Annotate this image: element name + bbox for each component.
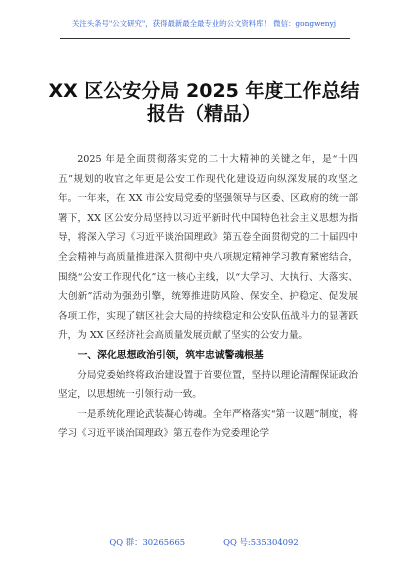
section-paragraph: 分局党委始终将政治建设置于首要位置，坚持以理论清醒保证政治坚定，以思想统一引领行动一致。 [58, 369, 358, 401]
title-line-1: XX 区公安分局 2025 年度工作总结 [48, 80, 360, 102]
title-line-2: 报告（精品） [146, 103, 261, 125]
section-heading: 一、深化思想政治引领，筑牢忠诚警魂根基 [77, 349, 264, 361]
document-body [58, 150, 358, 444]
intro-paragraph: 2025 年是全面贯彻落实党的二十大精神的关键之年，是“十四五”规划的收官之年更是公安工作现代化建设迈向纵深发展的攻坚之年。一年来，在 XX 市公安局党委的坚强领导与区委、区政府的统一部署下，XX 区公安分局坚持以习近平新时代中国特色社会主义思想为指导，将深入学习《习近平谈治国理政》第五卷全面贯彻党的二十届四中全会精神与高质量推进深入贯彻中央八项规定精神学习教育紧密结合，围绕“公安工作现代化”这一核心主线，以“大学习、大执行、大落实、大创新”活动为强劲引擎，统筹推进防风险、保安全、护稳定、促发展各项工作，实现了辖区社会大局的持续稳定和公安队伍战斗力的显著跃升，为 XX 区经济社会高质量发展贡献了坚实的公安力量。 [58, 154, 358, 342]
footer-contact [0, 536, 408, 548]
section-paragraph: 一是系统化理论武装凝心铸魂。全年严格落实“第一议题”制度，将学习《习近平谈治国理政》第五卷作为党委理论学 [58, 408, 358, 440]
footer-qq-number: QQ 号:535304092 [223, 537, 299, 547]
footer-qq-group: QQ 群：30265665 [109, 537, 186, 547]
document-title [0, 80, 408, 126]
header-divider [60, 38, 350, 39]
header-banner: 关注头条号"公文研究"，获得最新最全最专业的公文资料库！ 微信：gongwenyj [71, 19, 337, 28]
